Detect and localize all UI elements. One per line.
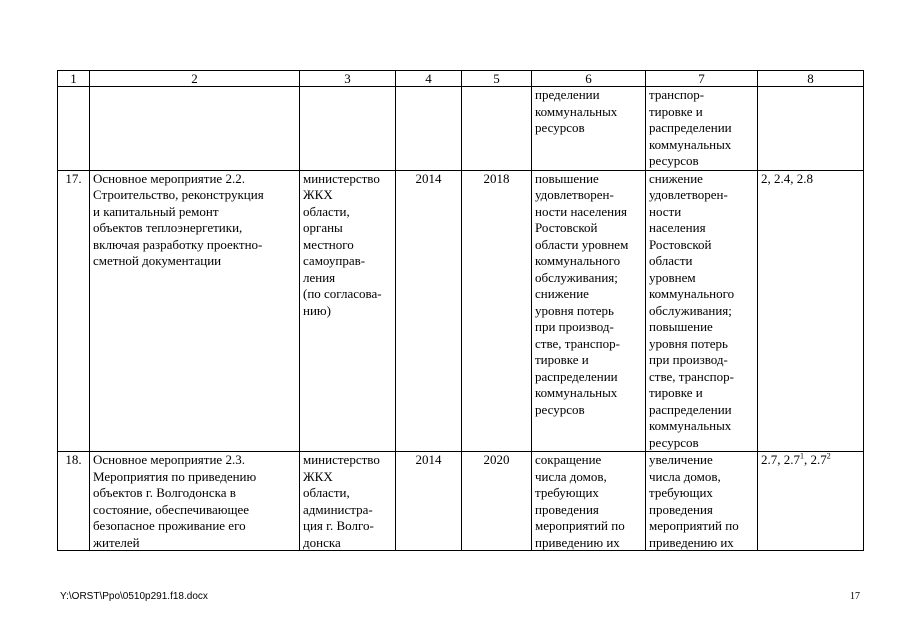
executor: министерство ЖКХ области, органы местного самоуправ- ления (по согласова- нию): [300, 170, 396, 452]
expected-result: сокращение числа домов, требующих проведения мероприятий по приведению их: [532, 452, 646, 551]
measure-name: Основное мероприятие 2.3. Мероприятия по приведению объектов г. Волгодонска в состояние, обеспечивающее безопасное проживание его жителей: [90, 452, 300, 551]
file-path: Y:\ORST\Ppo\0510p291.f18.docx: [60, 591, 208, 602]
col-header-2: 2: [90, 71, 300, 87]
non-implementation-consequence: транспор- тировке и распределении коммунальных ресурсов: [646, 87, 758, 171]
end-year: 2018: [462, 170, 532, 452]
link-text-b: , 2.7: [804, 452, 827, 467]
indicator-link: 2, 2.4, 2.8: [758, 170, 864, 452]
col-header-1: 1: [58, 71, 90, 87]
col-header-3: 3: [300, 71, 396, 87]
start-year: 2014: [396, 170, 462, 452]
link-sup-2: 2: [826, 451, 831, 461]
link-sup-1: 1: [800, 451, 804, 461]
col-header-4: 4: [396, 71, 462, 87]
measure-name: [90, 87, 300, 171]
table-row: [58, 452, 864, 551]
indicator-link: [758, 87, 864, 171]
measure-name: Основное мероприятие 2.2. Строительство, реконструкция и капитальный ремонт объектов теплоэнергетики, включая разработку проектно- сметной документации: [90, 170, 300, 452]
non-implementation-consequence: увеличение числа домов, требующих проведения мероприятий по приведению их: [646, 452, 758, 551]
end-year: [462, 87, 532, 171]
header-row: [58, 71, 864, 87]
non-implementation-consequence: снижение удовлетворен- ности населения Ростовской области уровнем коммунального обслуживания; повышение уровня потерь при производ- стве, транспор- тировке и распределении коммунальных ресурсов: [646, 170, 758, 452]
start-year: 2014: [396, 452, 462, 551]
col-header-8: 8: [758, 71, 864, 87]
expected-result: повышение удовлетворен- ности населения Ростовской области уровнем коммунального обслуживания; снижение уровня потерь при производ- стве, транспор- тировке и распределении коммунальных ресурсов: [532, 170, 646, 452]
page-number: 17: [850, 591, 860, 602]
executor: министерство ЖКХ области, администра- ция г. Волго- донска: [300, 452, 396, 551]
start-year: [396, 87, 462, 171]
program-table: [57, 70, 864, 551]
col-header-5: 5: [462, 71, 532, 87]
row-number: [58, 87, 90, 171]
end-year: 2020: [462, 452, 532, 551]
link-text-a: 2.7, 2.7: [761, 452, 800, 467]
table-row: [58, 170, 864, 452]
executor: [300, 87, 396, 171]
row-number: 18.: [58, 452, 90, 551]
col-header-6: 6: [532, 71, 646, 87]
col-header-7: 7: [646, 71, 758, 87]
indicator-link: [758, 452, 864, 551]
row-number: 17.: [58, 170, 90, 452]
expected-result: пределении коммунальных ресурсов: [532, 87, 646, 171]
table-row: [58, 87, 864, 171]
